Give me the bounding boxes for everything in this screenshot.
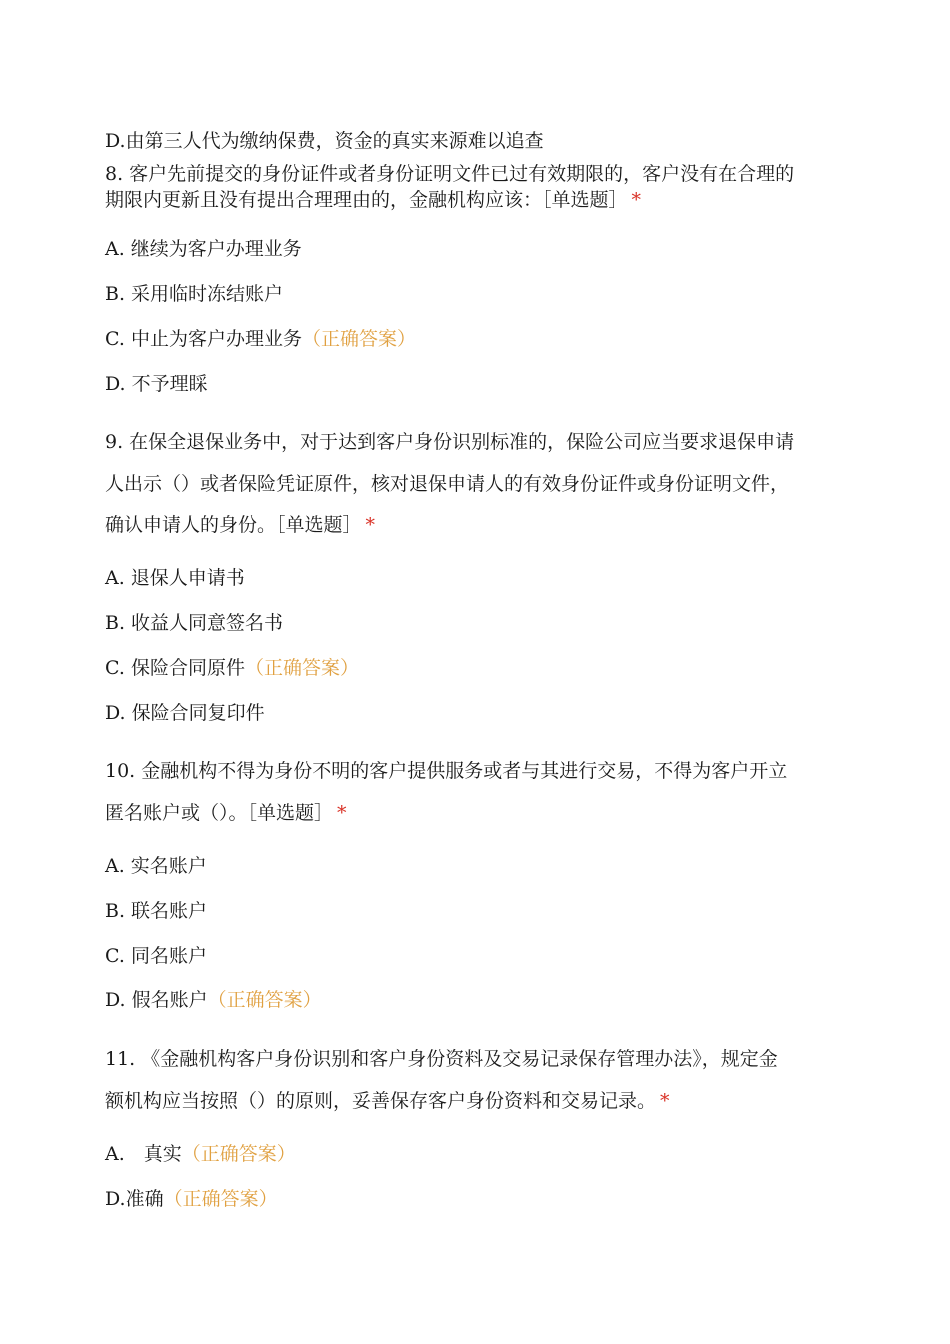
correct-answer-tag: （正确答案） — [163, 1188, 278, 1210]
q10-option-c: C. 同名账户 — [105, 945, 207, 967]
q9-option-d: D. 保险合同复印件 — [105, 702, 265, 724]
q8-option-a: A. 继续为客户办理业务 — [105, 238, 302, 260]
q8-option-b: B. 采用临时冻结账户 — [105, 283, 284, 305]
correct-answer-tag: （正确答案） — [244, 657, 359, 679]
q10-option-a: A. 实名账户 — [105, 855, 207, 877]
q11-option-d: D.准确（正确答案） — [105, 1188, 278, 1210]
correct-answer-tag: （正确答案） — [207, 989, 322, 1011]
correct-answer-tag: （正确答案） — [301, 328, 416, 350]
question-11-line-2: 额机构应当按照（）的原则，妥善保存客户身份资料和交易记录。 * — [105, 1090, 670, 1112]
q8-option-c: C. 中止为客户办理业务（正确答案） — [105, 328, 416, 350]
question-9-line-3: 确认申请人的身份。［单选题］ * — [105, 514, 376, 536]
q9-option-c: C. 保险合同原件（正确答案） — [105, 657, 359, 679]
required-mark: * — [631, 189, 642, 211]
required-mark: * — [365, 514, 376, 536]
q8-option-d: D. 不予理睬 — [105, 373, 208, 395]
required-mark: * — [337, 802, 347, 824]
question-11-line-1: 11. 《金融机构客户身份识别和客户身份资料及交易记录保存管理办法》，规定金 — [105, 1048, 778, 1070]
question-10-line-1: 10. 金融机构不得为身份不明的客户提供服务或者与其进行交易，不得为客户开立 — [105, 760, 788, 782]
question-8-line-1: 8. 客户先前提交的身份证件或者身份证明文件已过有效期限的，客户没有在合理的 — [105, 163, 795, 185]
q9-option-b: B. 收益人同意签名书 — [105, 612, 284, 634]
q10-option-b: B. 联名账户 — [105, 900, 208, 922]
option-d-prev: D.由第三人代为缴纳保费，资金的真实来源难以追查 — [105, 130, 544, 152]
correct-answer-tag: （正确答案） — [181, 1143, 296, 1165]
q10-option-d: D. 假名账户（正确答案） — [105, 989, 322, 1011]
question-8-line-2: 期限内更新且没有提出合理理由的，金融机构应该：［单选题］ * — [105, 189, 642, 211]
q9-option-a: A. 退保人申请书 — [105, 567, 245, 589]
required-mark: * — [660, 1090, 670, 1112]
question-10-line-2: 匿名账户或（）。［单选题］ * — [105, 802, 347, 824]
question-9-line-1: 9. 在保全退保业务中，对于达到客户身份识别标准的，保险公司应当要求退保申请 — [105, 431, 795, 453]
question-9-line-2: 人出示（）或者保险凭证原件，核对退保申请人的有效身份证件或身份证明文件， — [105, 473, 790, 495]
q11-option-a: A. 真实（正确答案） — [105, 1143, 296, 1165]
